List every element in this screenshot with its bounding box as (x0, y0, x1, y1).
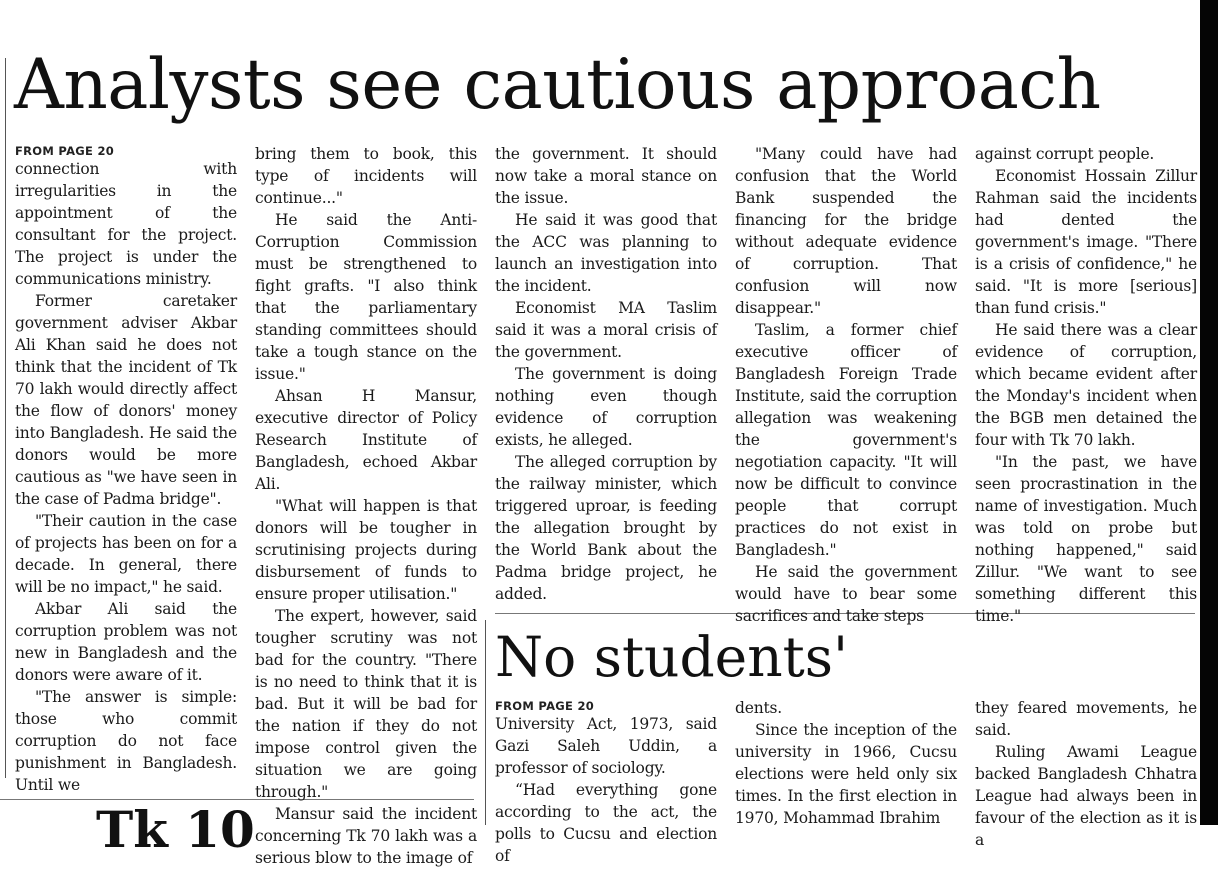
story-divider-vertical (485, 620, 486, 825)
paragraph: He said the Anti-Corruption Commission must be strengthened to fight grafts. "I also think that the parliamentary standing committees should take a tough stance on the issue." (255, 211, 477, 383)
paragraph: Akbar Ali said the corruption problem was not new in Bangladesh and the donors were aware of it. (15, 600, 237, 684)
paragraph: Economist Hossain Zillur Rahman said the incidents had dented the government's image. "There is a crisis of confidence," he said. "It is more [serious] than fund crisis." (975, 167, 1197, 317)
paragraph: "Their caution in the case of projects has been on for a decade. In general, there will be no impact," he said. (15, 512, 237, 596)
paragraph: "The answer is simple: those who commit corruption do not face punishment in Bangladesh. Until we (15, 688, 237, 794)
jump-line-story1: FROM PAGE 20 (15, 144, 115, 158)
story1-column-5 (975, 143, 1197, 625)
paragraph: they feared movements, he said. (975, 699, 1197, 739)
paragraph: against corrupt people. (975, 145, 1155, 163)
scanner-edge (1200, 0, 1218, 825)
story1-column-3 (495, 143, 717, 608)
paragraph: The expert, however, said tougher scrutiny was not bad for the country. "There is no need to think that it is bad. But it will be bad for the nation if they do not impose control given the situation we are going through." (255, 607, 477, 801)
paragraph: Ruling Awami League backed Bangladesh Chhatra League had always been in favour of the election as it is a (975, 743, 1197, 849)
jump-line-story2: FROM PAGE 20 (495, 699, 595, 713)
story2-column-3 (975, 697, 1197, 849)
paragraph: The alleged corruption by the railway minister, which triggered uproar, is feeding the allegation brought by the World Bank about the Padma bridge project, he added. (495, 453, 717, 603)
left-page-margin-rule (5, 58, 6, 778)
paragraph: dents. (735, 699, 782, 717)
story1-column-4 (735, 143, 957, 625)
paragraph: Ahsan H Mansur, executive director of Policy Research Institute of Bangladesh, echoed Akbar Ali. (255, 387, 477, 493)
paragraph: "Many could have had confusion that the World Bank suspended the financing for the bridge without adequate evidence of corruption. That confusion will now disappear." (735, 145, 957, 317)
paragraph: bring them to book, this type of incidents will continue..." (255, 145, 477, 207)
paragraph: He said there was a clear evidence of corruption, which became evident after the Monday's incident when the BGB men detained the four with Tk 70 lakh. (975, 321, 1197, 449)
story2-column-2 (735, 697, 957, 825)
paragraph: Since the inception of the university in 1966, Cucsu elections were held only six times. In the first election in 1970, Mohammad Ibrahim (735, 721, 957, 827)
headline-no-students: No students' (495, 625, 849, 689)
paragraph: "In the past, we have seen procrastination in the name of investigation. Much was told on probe but nothing happened," said Zillur. "We want to see something different this time." (975, 453, 1197, 625)
paragraph: the government. It should now take a moral stance on the issue. (495, 145, 717, 207)
headline-tk-10: Tk 10 (96, 800, 255, 859)
paragraph: He said the government would have to bear some sacrifices and take steps (735, 563, 957, 625)
paragraph: Taslim, a former chief executive officer of Bangladesh Foreign Trade Institute, said the corruption allegation was weakening the government's negotiation capacity. "It will now be difficult to convince people that corrupt practices do not exist in Bangladesh." (735, 321, 957, 559)
story1-column-2 (255, 143, 477, 867)
story2-column-1 (495, 713, 717, 865)
paragraph: University Act, 1973, said Gazi Saleh Uddin, a professor of sociology. (495, 715, 717, 777)
paragraph: Former caretaker government adviser Akbar Ali Khan said he does not think that the incident of Tk 70 lakh would directly affect the flow of donors' money into Bangladesh. He said the donors would be more cautious as "we have seen in the case of Padma bridge". (15, 292, 237, 508)
paragraph: Mansur said the incident concerning Tk 70 lakh was a serious blow to the image of (255, 805, 477, 867)
story1-column-1 (15, 158, 237, 798)
paragraph: He said it was good that the ACC was planning to launch an investigation into the incident. (495, 211, 717, 295)
paragraph: “Had everything gone according to the act, the polls to Cucsu and election of (495, 781, 717, 865)
headline-analysts: Analysts see cautious approach (14, 45, 1101, 125)
paragraph: Economist MA Taslim said it was a moral crisis of the government. (495, 299, 717, 361)
paragraph: The government is doing nothing even though evidence of corruption exists, he alleged. (495, 365, 717, 449)
paragraph: "What will happen is that donors will be tougher in scrutinising projects during disbursement of funds to ensure proper utilisation." (255, 497, 477, 603)
paragraph: connection with irregularities in the appointment of the consultant for the project. The project is under the communications ministry. (15, 160, 237, 288)
